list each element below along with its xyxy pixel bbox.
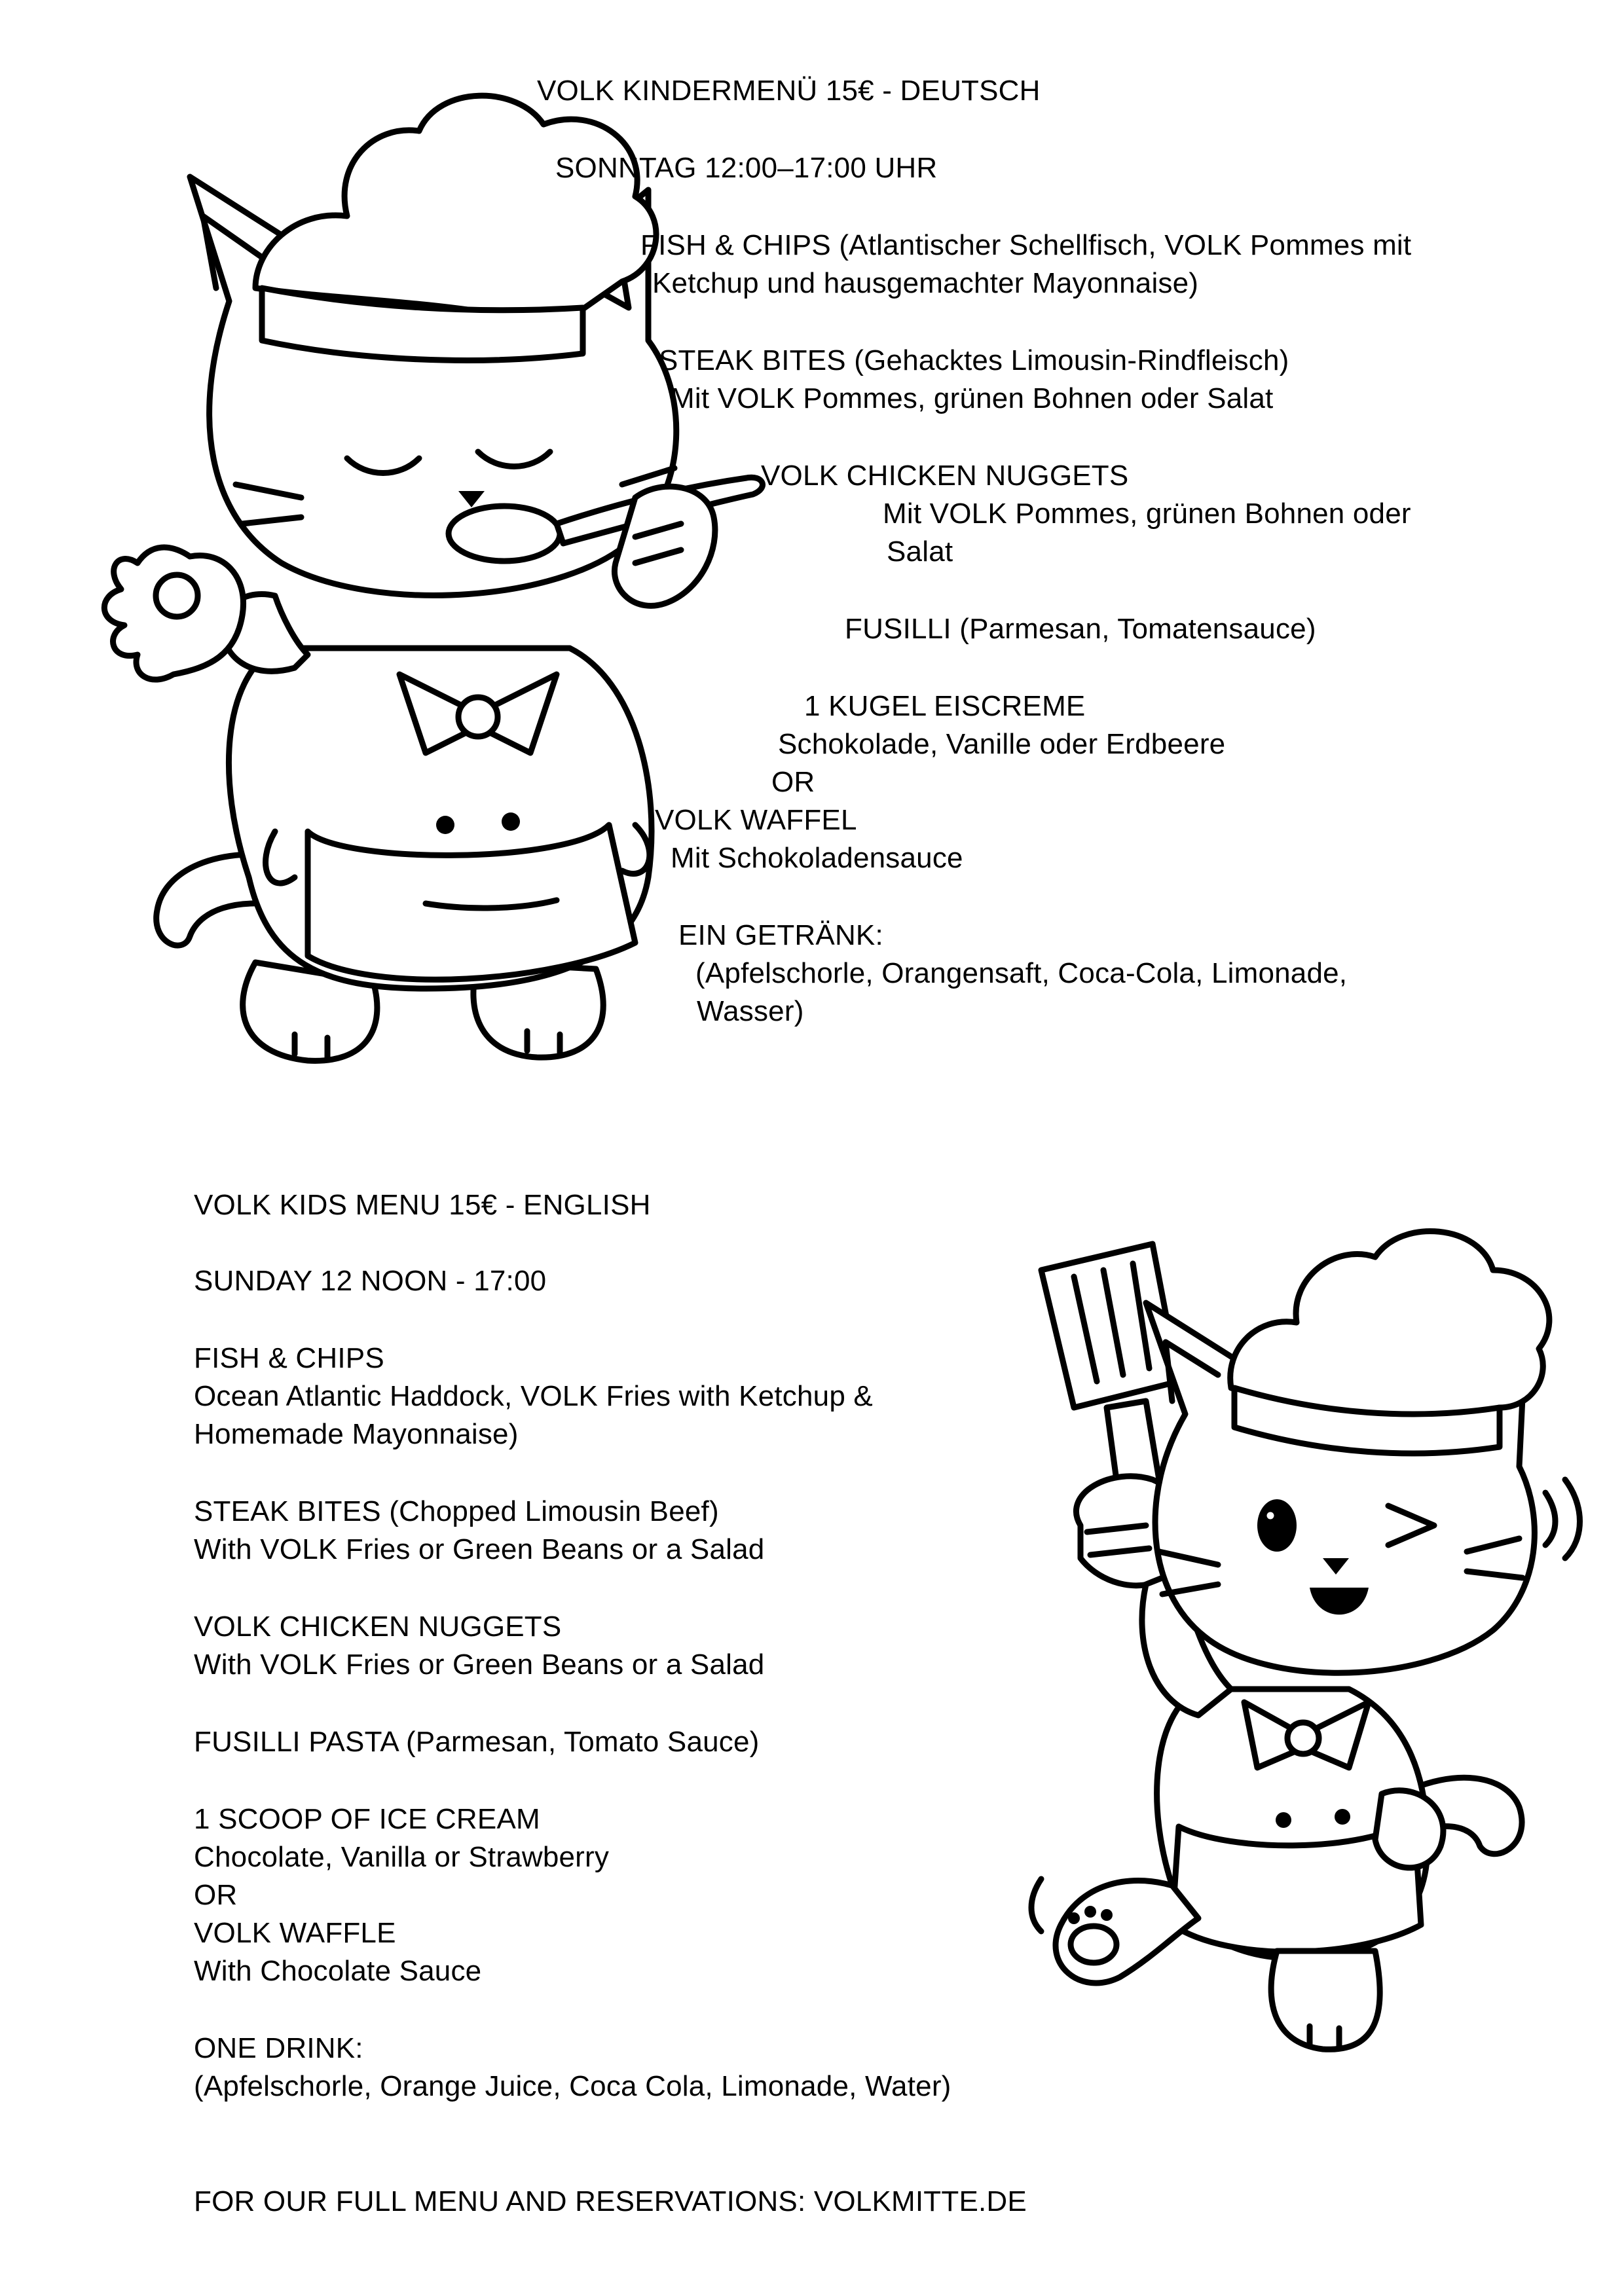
chef-cat-with-spatula-illustration	[982, 1218, 1572, 2082]
german-waffle-desc: Mit Schokoladensauce	[671, 842, 963, 874]
german-chicken-nuggets-desc: Mit VOLK Pommes, grünen Bohnen oder	[883, 498, 1411, 530]
english-menu-title: VOLK KIDS MENU 15€ - ENGLISH	[194, 1189, 651, 1221]
german-chicken-nuggets-title: VOLK CHICKEN NUGGETS	[761, 460, 1129, 492]
german-fish-and-chips-desc: Ketchup und hausgemachter Mayonnaise)	[652, 267, 1199, 299]
english-chicken-nuggets-desc: With VOLK Fries or Green Beans or a Salad	[194, 1649, 765, 1681]
english-steak-bites-desc: With VOLK Fries or Green Beans or a Salad	[194, 1533, 765, 1565]
english-ice-cream-flavors: Chocolate, Vanilla or Strawberry	[194, 1841, 610, 1873]
german-steak-bites-desc: Mit VOLK Pommes, grünen Bohnen oder Salat	[671, 382, 1274, 414]
footer-reservations-note: FOR OUR FULL MENU AND RESERVATIONS: VOLKMITTE.DE	[194, 2185, 1027, 2217]
english-drink-title: ONE DRINK:	[194, 2032, 363, 2064]
german-steak-bites-title: STEAK BITES (Gehacktes Limousin-Rindfleisch)	[659, 344, 1289, 376]
german-opening-hours: SONNTAG 12:00–17:00 UHR	[555, 152, 938, 184]
german-drink-options-cont: Wasser)	[697, 995, 804, 1027]
english-waffle-desc: With Chocolate Sauce	[194, 1955, 482, 1987]
english-opening-hours: SUNDAY 12 NOON - 17:00	[194, 1265, 547, 1297]
english-or-separator: OR	[194, 1879, 238, 1911]
english-fish-and-chips-desc-cont: Homemade Mayonnaise)	[194, 1418, 519, 1450]
english-fish-and-chips-desc: Ocean Atlantic Haddock, VOLK Fries with Ketchup &	[194, 1380, 873, 1412]
english-chicken-nuggets-title: VOLK CHICKEN NUGGETS	[194, 1611, 562, 1643]
german-or-separator: OR	[771, 766, 815, 798]
german-ice-cream-title: 1 KUGEL EISCREME	[804, 690, 1086, 722]
german-fish-and-chips-title: FISH & CHIPS (Atlantischer Schellfisch, VOLK Pommes mit	[640, 229, 1412, 261]
german-drink-options: (Apfelschorle, Orangensaft, Coca-Cola, Limonade,	[695, 957, 1348, 989]
english-steak-bites-title: STEAK BITES (Chopped Limousin Beef)	[194, 1495, 719, 1527]
english-fish-and-chips-title: FISH & CHIPS	[194, 1342, 384, 1374]
german-chicken-nuggets-desc-cont: Salat	[887, 536, 953, 568]
german-menu-title: VOLK KINDERMENÜ 15€ - DEUTSCH	[537, 75, 1041, 107]
german-drink-title: EIN GETRÄNK:	[678, 919, 883, 951]
german-waffle-title: VOLK WAFFEL	[655, 804, 857, 836]
german-fusilli: FUSILLI (Parmesan, Tomatensauce)	[845, 613, 1316, 645]
english-drink-options: (Apfelschorle, Orange Juice, Coca Cola, Limonade, Water)	[194, 2070, 951, 2102]
english-waffle-title: VOLK WAFFLE	[194, 1917, 396, 1949]
english-fusilli: FUSILLI PASTA (Parmesan, Tomato Sauce)	[194, 1726, 760, 1758]
english-ice-cream-title: 1 SCOOP OF ICE CREAM	[194, 1803, 540, 1835]
german-ice-cream-flavors: Schokolade, Vanille oder Erdbeere	[778, 728, 1226, 760]
